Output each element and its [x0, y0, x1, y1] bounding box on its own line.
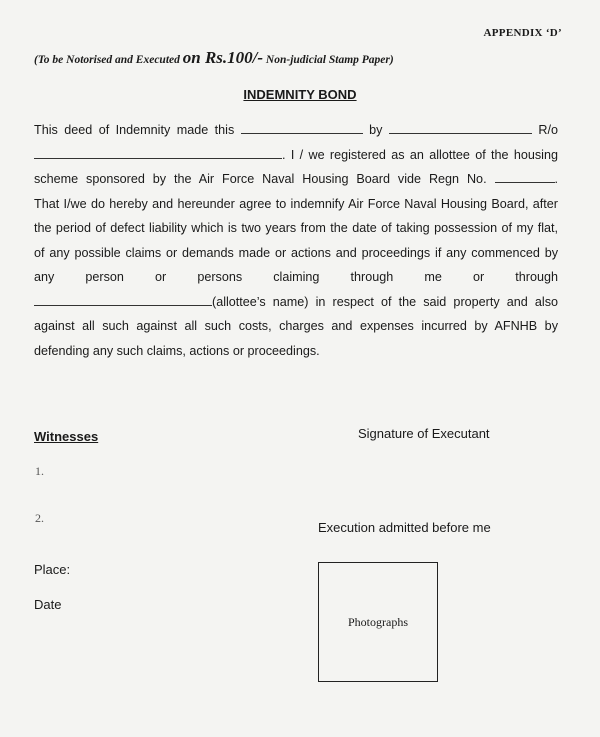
appendix-label: APPENDIX ‘D’: [483, 27, 562, 39]
body-line: [34, 118, 558, 143]
date-blank[interactable]: [241, 121, 363, 134]
body-text: (allottee’s name) in respect of the said property and also: [212, 294, 558, 309]
bond-text: [34, 118, 558, 363]
address-blank[interactable]: [34, 146, 282, 159]
signature-label: Signature of Executant: [358, 426, 490, 441]
execution-label: Execution admitted before me: [318, 520, 491, 535]
stamp-note-pre: (To be Notorised and Executed: [34, 54, 183, 66]
body-line: of any possible claims or demands made or actions and proceedings if any commenced by: [34, 245, 558, 260]
body-line: any person or persons claiming through me or through: [34, 270, 558, 284]
body-line: [34, 143, 558, 168]
regn-no-blank[interactable]: [495, 170, 555, 183]
body-text: . I / we registered as an allottee of the housing: [282, 147, 558, 162]
photograph-label: Photographs: [348, 614, 408, 629]
body-text: by: [369, 123, 383, 137]
page-title: INDEMNITY BOND: [243, 87, 357, 102]
body-line: against all such against all such costs, charges and expenses incurred by AFNHB by: [34, 319, 558, 333]
body-line: [34, 167, 558, 192]
body-line: [34, 290, 558, 315]
date-label: Date: [34, 597, 62, 612]
body-line: defending any such claims, actions or proceedings.: [34, 343, 320, 358]
body-line: the period of defect liability which is two years from the date of taking possession of my flat,: [34, 221, 558, 235]
allottee-name-blank[interactable]: [34, 293, 212, 306]
photograph-box[interactable]: [318, 562, 438, 682]
body-text: This deed of Indemnity made this: [34, 123, 235, 137]
stamp-note-post: Non-judicial Stamp Paper): [263, 54, 394, 66]
stamp-note-amount: on Rs.100/-: [182, 48, 264, 67]
body-text: scheme sponsored by the Air Force Naval Housing Board vide Regn No.: [34, 172, 487, 186]
body-text: .: [554, 172, 559, 186]
stamp-paper-note: [34, 48, 394, 68]
witnesses-heading: Witnesses: [34, 429, 99, 444]
place-label: Place:: [34, 562, 71, 577]
body-text: R/o: [538, 123, 558, 137]
witness-1-number: 1.: [35, 464, 44, 478]
body-line: That I/we do hereby and hereunder agree to indemnify Air Force Naval Housing Board, after: [34, 196, 558, 211]
witness-2-number: 2.: [35, 511, 44, 525]
name-blank[interactable]: [389, 121, 532, 134]
